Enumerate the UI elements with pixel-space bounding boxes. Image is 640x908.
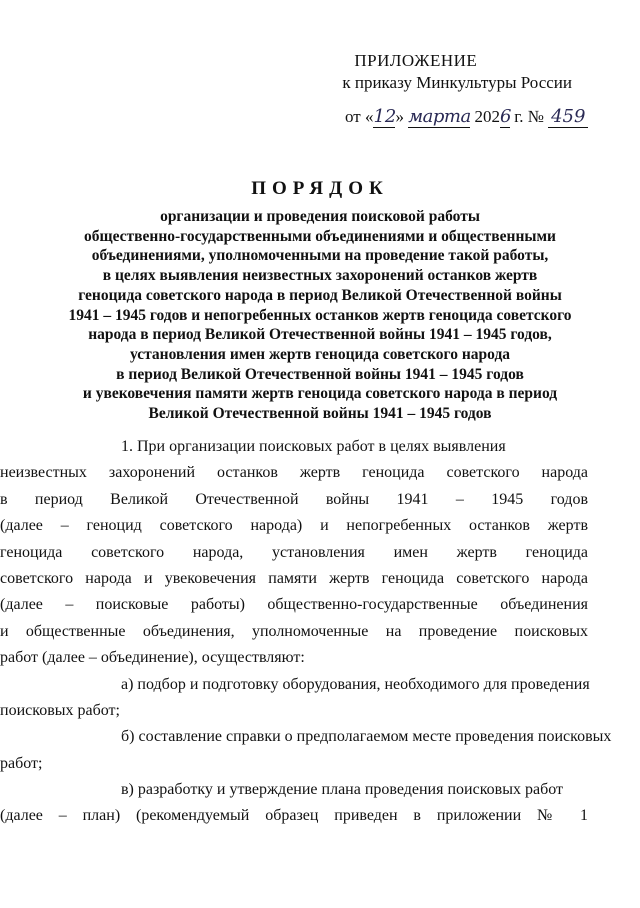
order-year-suffix: г. № bbox=[509, 107, 544, 126]
list-item-a-cont: поисковых работ; bbox=[0, 701, 120, 719]
order-year-prefix: 202 bbox=[474, 107, 500, 126]
order-number-handwritten: 459 bbox=[548, 106, 588, 128]
body-line: 1. При организации поисковых работ в целях выявления bbox=[121, 438, 506, 455]
subheading-line: установления имен жертв геноцида советского народа bbox=[129, 345, 511, 363]
order-day-handwritten: 12 bbox=[373, 106, 397, 127]
body-line: работ (далее – объединение), осуществляют: bbox=[0, 649, 305, 667]
appendix-block bbox=[342, 50, 572, 94]
body-line: неизвестных захоронений останков жертв геноцида советского народа bbox=[0, 464, 588, 482]
body-line: в период Великой Отечественной войны 1941 – 1945 годов bbox=[0, 490, 588, 508]
list-item-v: в) разработку и утверждение плана проведения поисковых работ bbox=[121, 781, 563, 799]
appendix-title: ПРИЛОЖЕНИЕ bbox=[354, 51, 478, 70]
list-item-a: а) подбор и подготовку оборудования, необходимого для проведения bbox=[121, 675, 590, 693]
list-item-v-cont: (далее – план) (рекомендуемый образец приведен в приложении № 1 bbox=[0, 807, 588, 825]
subheading-line: и увековечения памяти жертв геноцида советского народа в период bbox=[82, 385, 558, 403]
subheading-line: народа в период Великой Отечественной войны 1941 – 1945 годов, bbox=[88, 326, 552, 344]
order-year-digit-handwritten: 6 bbox=[499, 106, 512, 127]
body-line: и общественные объединения, уполномоченные на проведение поисковых bbox=[0, 622, 588, 640]
subheading-line: геноцида советского народа в период Великой Отечественной войны bbox=[78, 286, 562, 304]
order-prefix: от « bbox=[345, 107, 374, 126]
subheading-line: в целях выявления неизвестных захоронений останков жертв bbox=[102, 267, 538, 285]
document-body bbox=[0, 434, 612, 830]
document-subheading bbox=[60, 207, 580, 424]
body-line: (далее – поисковые работы) общественно-государственные объединения bbox=[0, 596, 588, 614]
list-item-b: б) составление справки о предполагаемом месте проведения поисковых bbox=[121, 728, 612, 746]
subheading-line: организации и проведения поисковой работы bbox=[160, 208, 480, 225]
body-line: геноцида советского народа, установления имен жертв геноцида bbox=[0, 543, 588, 561]
order-quote-close: » bbox=[395, 107, 404, 126]
body-line: (далее – геноцид советского народа) и непогребенных останков жертв bbox=[0, 517, 588, 535]
subheading-line: объединениями, уполномоченными на проведение такой работы, bbox=[91, 247, 549, 265]
subheading-line: в период Великой Отечественной войны 1941 – 1945 годов bbox=[116, 365, 524, 383]
order-reference bbox=[345, 106, 588, 128]
subheading-line: Великой Отечественной войны 1941 – 1945 годов bbox=[148, 405, 492, 423]
subheading-line: общественно-государственными объединениями и общественными bbox=[84, 227, 556, 245]
subheading-line: 1941 – 1945 годов и непогребенных останков жертв геноцида советского bbox=[68, 306, 572, 324]
list-item-b-cont: работ; bbox=[0, 754, 43, 772]
body-line: советского народа и увековечения памяти жертв геноцида советского народа bbox=[0, 569, 588, 587]
document-heading: ПОРЯДОК bbox=[251, 178, 389, 199]
appendix-subtitle: к приказу Минкультуры России bbox=[342, 73, 572, 92]
order-month-handwritten: марта bbox=[408, 106, 471, 127]
